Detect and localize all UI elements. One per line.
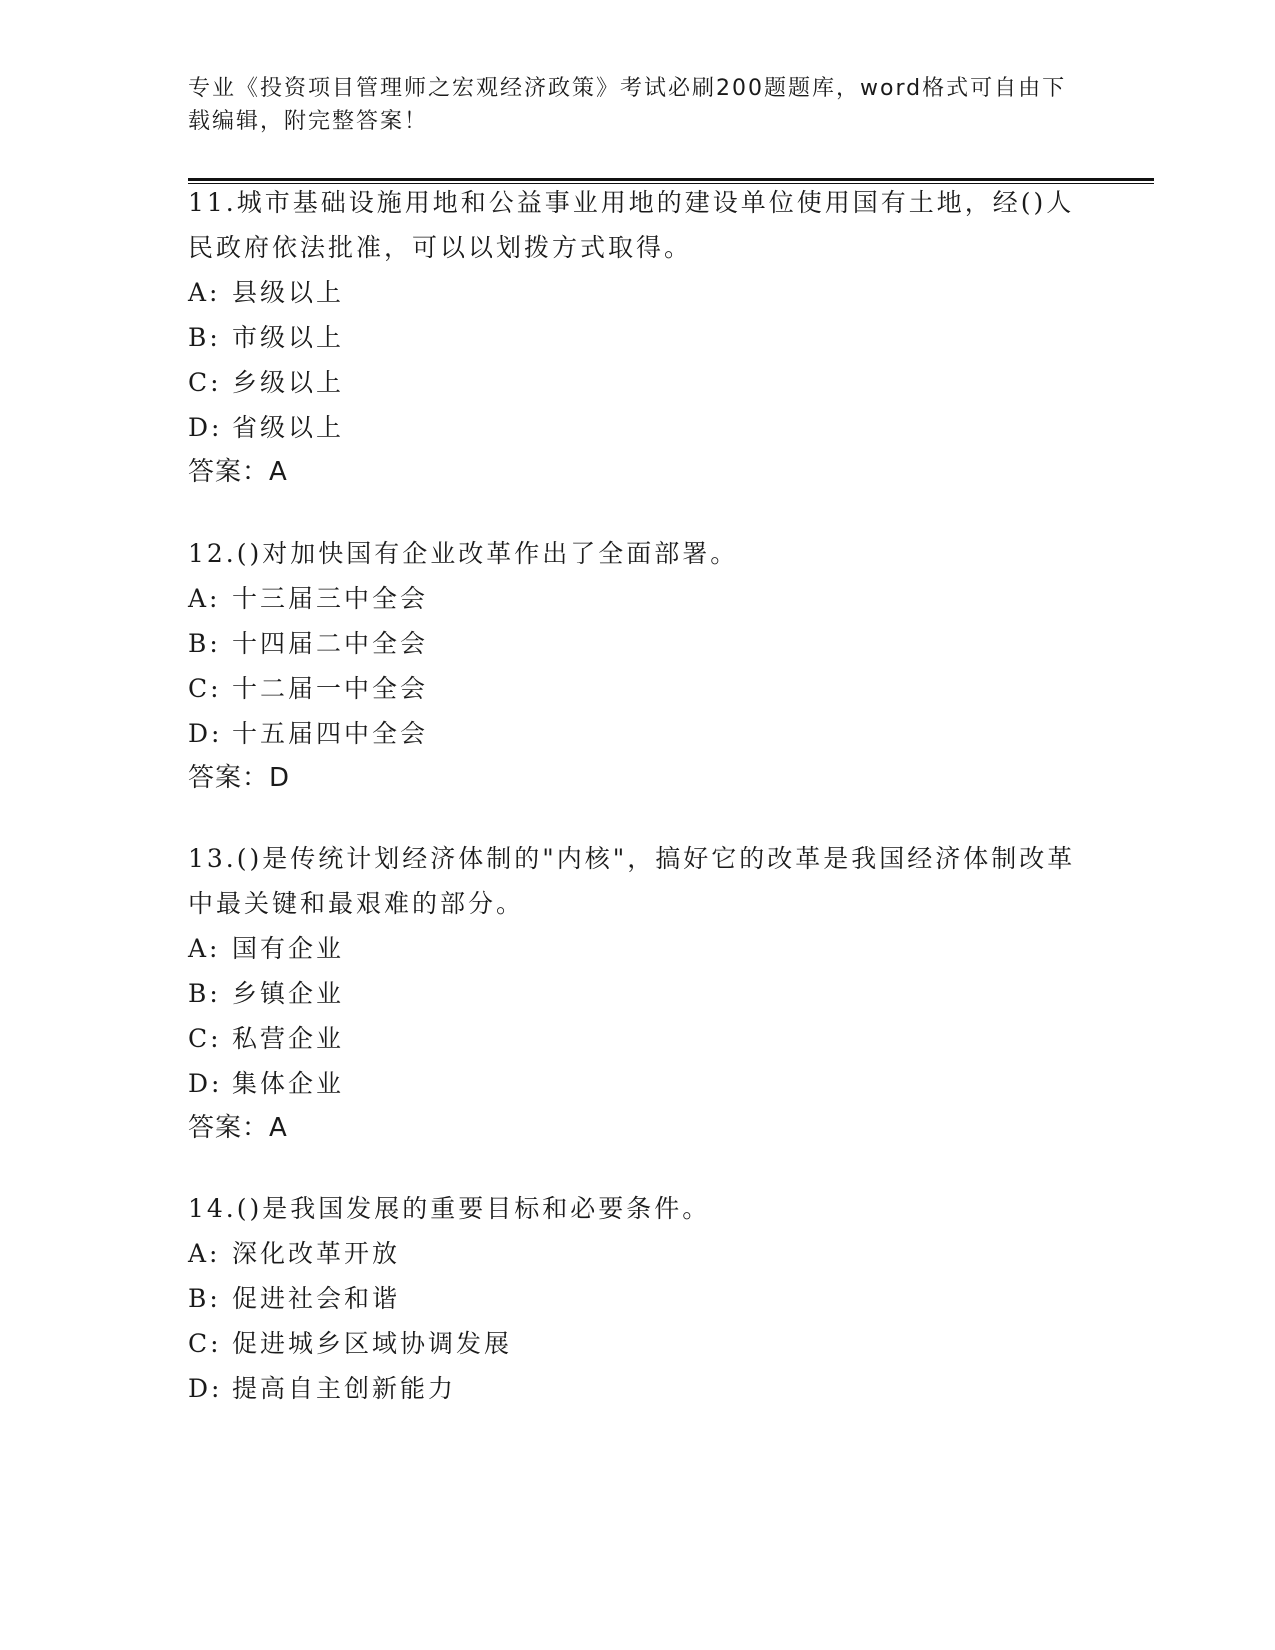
question-13 <box>188 836 1088 1151</box>
option-a <box>188 926 1088 971</box>
option-c <box>188 1321 1088 1366</box>
option-c <box>188 1016 1088 1061</box>
option-text: 深化改革开放 <box>232 1239 401 1268</box>
option-b <box>188 971 1088 1016</box>
option-c <box>188 666 1088 711</box>
question-stem: 12.()对加快国有企业改革作出了全面部署。 <box>188 539 739 568</box>
option-a <box>188 576 1088 621</box>
option-letter: B: <box>188 979 221 1008</box>
option-text: 提高自主创新能力 <box>232 1374 457 1403</box>
answer-label: 答案：A <box>188 1113 288 1143</box>
option-text: 私营企业 <box>232 1024 345 1053</box>
option-text: 省级以上 <box>232 413 345 442</box>
option-b <box>188 1276 1088 1321</box>
option-b <box>188 315 1088 360</box>
option-letter: C: <box>188 368 222 397</box>
question-14 <box>188 1186 1088 1411</box>
option-letter: A: <box>188 278 221 307</box>
option-letter: B: <box>188 629 221 658</box>
option-a <box>188 270 1088 315</box>
option-d <box>188 1366 1088 1411</box>
question-stem: 14.()是我国发展的重要目标和必要条件。 <box>188 1194 711 1223</box>
option-text: 集体企业 <box>232 1069 345 1098</box>
option-letter: C: <box>188 1329 222 1358</box>
option-d <box>188 1061 1088 1106</box>
question-11 <box>188 180 1088 495</box>
option-letter: D: <box>188 1069 223 1098</box>
question-stem: 13.()是传统计划经济体制的"内核"，搞好它的改革是我国经济体制改革中最关键和最艰难的部分。 <box>188 844 1076 918</box>
option-text: 促进城乡区域协调发展 <box>232 1329 513 1358</box>
option-text: 十五届四中全会 <box>232 719 429 748</box>
option-text: 促进社会和谐 <box>232 1284 401 1313</box>
option-text: 乡镇企业 <box>232 979 345 1008</box>
question-12 <box>188 531 1088 801</box>
option-d <box>188 711 1088 756</box>
option-letter: D: <box>188 413 223 442</box>
option-letter: A: <box>188 934 221 963</box>
option-c <box>188 360 1088 405</box>
option-text: 十四届二中全会 <box>232 629 429 658</box>
option-letter: B: <box>188 1284 221 1313</box>
option-b <box>188 621 1088 666</box>
option-letter: D: <box>188 719 223 748</box>
option-d <box>188 405 1088 450</box>
question-stem: 11.城市基础设施用地和公益事业用地的建设单位使用国有土地，经()人民政府依法批准，可以以划拨方式取得。 <box>188 188 1075 262</box>
option-letter: C: <box>188 1024 222 1053</box>
option-text: 乡级以上 <box>232 368 345 397</box>
option-letter: A: <box>188 584 221 613</box>
option-text: 市级以上 <box>232 323 345 352</box>
option-text: 十三届三中全会 <box>232 584 429 613</box>
option-text: 十二届一中全会 <box>232 674 429 703</box>
option-letter: C: <box>188 674 222 703</box>
answer-label: 答案：A <box>188 457 288 487</box>
option-letter: A: <box>188 1239 221 1268</box>
option-text: 国有企业 <box>232 934 345 963</box>
answer-label: 答案：D <box>188 763 291 793</box>
option-text: 县级以上 <box>232 278 345 307</box>
option-a <box>188 1231 1088 1276</box>
option-letter: B: <box>188 323 221 352</box>
option-letter: D: <box>188 1374 223 1403</box>
document-header: 专业《投资项目管理师之宏观经济政策》考试必刷200题题库，word格式可自由下载编辑，附完整答案！ <box>188 76 1067 134</box>
